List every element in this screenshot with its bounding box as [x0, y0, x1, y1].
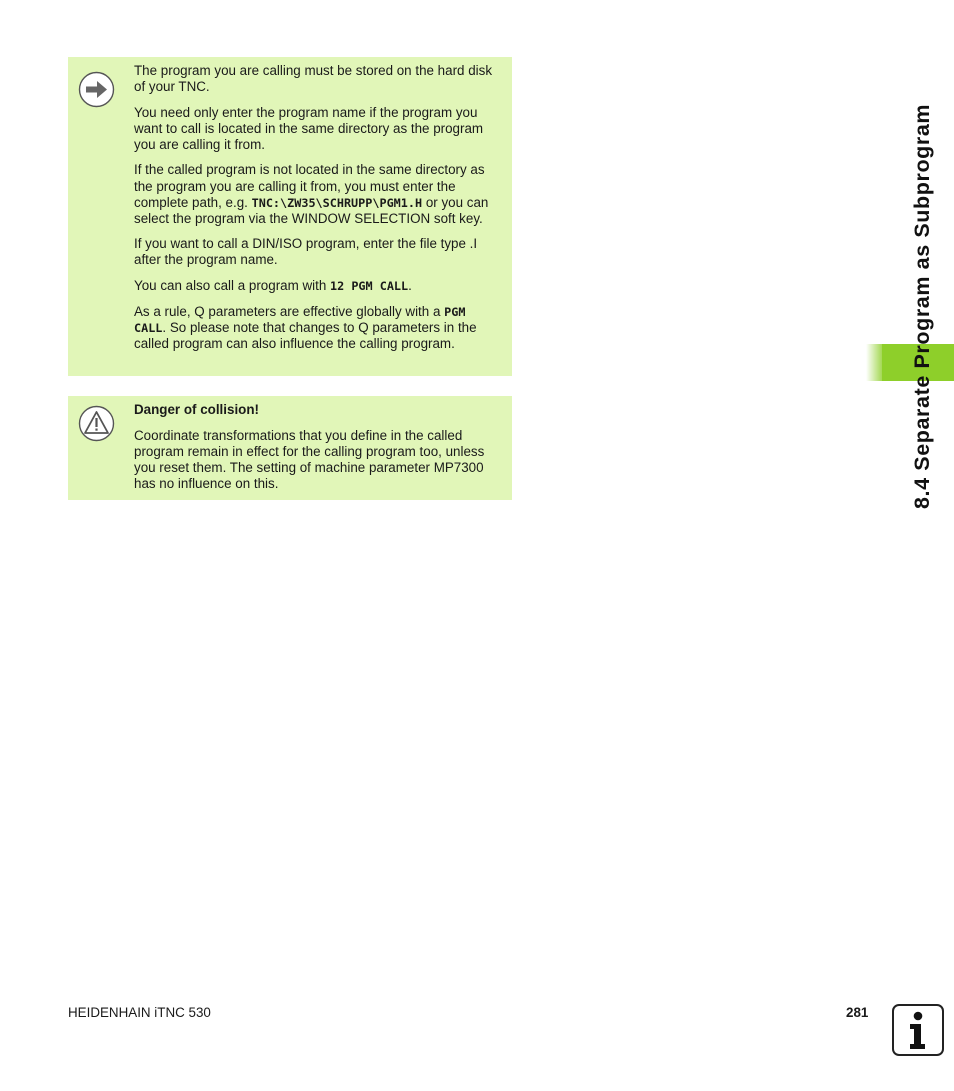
danger-note-text [134, 402, 502, 501]
info-paragraph-6-text-b: . So please note that changes to Q parameters in the called program can also influence the calling program. [134, 319, 477, 351]
danger-body: Coordinate transformations that you define in the called program remain in effect for the calling program too, unless you reset them. The setting of machine parameter MP7300 has no influence on this. [134, 427, 485, 491]
info-paragraph-4: If you want to call a DIN/ISO program, enter the file type .I after the program name. [134, 236, 478, 268]
info-note-text [134, 63, 502, 361]
danger-note [68, 396, 512, 500]
info-paragraph-5 [134, 278, 502, 294]
pgm-call-code: 12 PGM CALL [330, 279, 409, 294]
pgm-call-inline-code: PGM CALL [134, 304, 466, 335]
info-paragraph-1: The program you are calling must be stored on the hard disk of your TNC. [134, 63, 493, 95]
chapter-title: 8.4 Separate Program as Subprogram [910, 103, 934, 509]
info-paragraph-3-text-a: If the called program is not located in the same directory as the program you are calling it from, you must enter the complete path, e.g. [134, 162, 485, 210]
info-paragraph-5-text-a: You can also call a program with [134, 278, 331, 294]
info-paragraph-3 [134, 162, 502, 226]
arrow-right-icon [78, 71, 115, 108]
info-paragraph-5-text-b: . [408, 278, 412, 294]
info-icon [892, 1004, 944, 1056]
path-example-code: TNC:\ZW35\SCHRUPP\PGM1.H [251, 195, 423, 210]
info-paragraph-2: You need only enter the program name if the program you want to call is located in the same directory as the program you are calling it from. [134, 104, 484, 152]
footer-product: HEIDENHAIN iTNC 530 [68, 1005, 211, 1020]
info-paragraph-6 [134, 304, 502, 352]
info-paragraph-3-text-b: or you can select the program via the WINDOW SELECTION soft key. [134, 194, 489, 226]
info-note [68, 57, 512, 376]
warning-triangle-icon [78, 405, 115, 442]
info-paragraph-6-text-a: As a rule, Q parameters are effective globally with a [134, 303, 445, 319]
page-number: 281 [846, 1005, 869, 1020]
danger-title: Danger of collision! [134, 402, 259, 417]
